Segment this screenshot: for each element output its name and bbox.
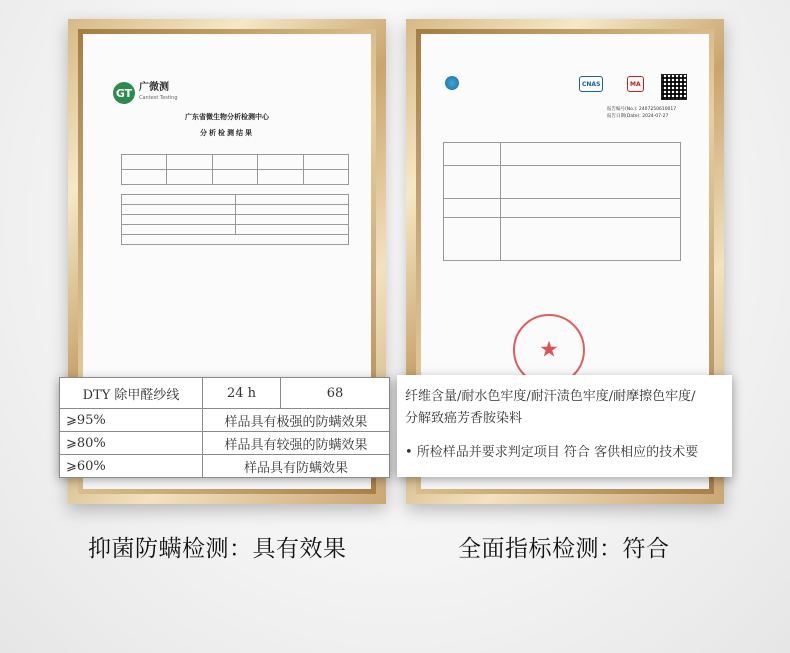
left-mini-table-2 [121, 194, 349, 245]
left-zoom-panel [59, 377, 390, 477]
effect-cell: 样品具有较强的防螨效果 [203, 432, 390, 455]
left-mini-table [121, 154, 349, 185]
threshold-cell: ⩾60% [60, 455, 203, 478]
threshold-cell: ⩾95% [60, 409, 203, 432]
right-results-table [443, 142, 681, 261]
lab-logo-icon: GT [113, 82, 135, 104]
left-cert-title: 广东省微生物分析检测中心 [185, 112, 269, 121]
table-row [60, 432, 390, 455]
report-number: 报告编号(No.): 2407250610017 [607, 107, 677, 112]
right-zoom-panel [397, 375, 732, 477]
zoom-line-1: 纤维含量/耐水色牢度/耐汗渍色牢度/耐摩擦色牢度/ [405, 389, 696, 404]
testing-org-logo-icon [445, 76, 459, 90]
test-duration: 24 h [203, 378, 281, 409]
left-logo [113, 82, 178, 104]
table-row [60, 378, 390, 409]
logo-sub: Cantest Testing [139, 95, 178, 101]
zoom-line-2: 分解致癌芳香胺染料 [405, 411, 523, 426]
qr-code-icon [661, 74, 687, 100]
effect-cell: 样品具有防螨效果 [203, 455, 390, 478]
left-caption: 抑菌防螨检测：具有效果 [88, 536, 347, 562]
threshold-cell: ⩾80% [60, 432, 203, 455]
effect-cell: 样品具有极强的防螨效果 [203, 409, 390, 432]
cnas-badge: CNAS [579, 76, 603, 92]
stamp-star-icon: ★ [539, 337, 559, 363]
logo-text: 广微测 [139, 82, 169, 93]
left-zoom-table [59, 377, 390, 478]
right-caption: 全面指标检测：符合 [458, 536, 670, 562]
zoom-line-3: • 所检样品并要求判定项目 符合 客供相应的技术要 [405, 445, 699, 460]
left-result-title: 分析检测结果 [200, 128, 254, 137]
table-row [60, 455, 390, 478]
ma-badge: MA [627, 76, 644, 92]
report-date: 报告日期(Date): 2024-07-27 [607, 114, 669, 119]
table-row [60, 409, 390, 432]
test-value: 68 [281, 378, 390, 409]
sample-name: DTY 除甲醛纱线 [60, 378, 203, 409]
